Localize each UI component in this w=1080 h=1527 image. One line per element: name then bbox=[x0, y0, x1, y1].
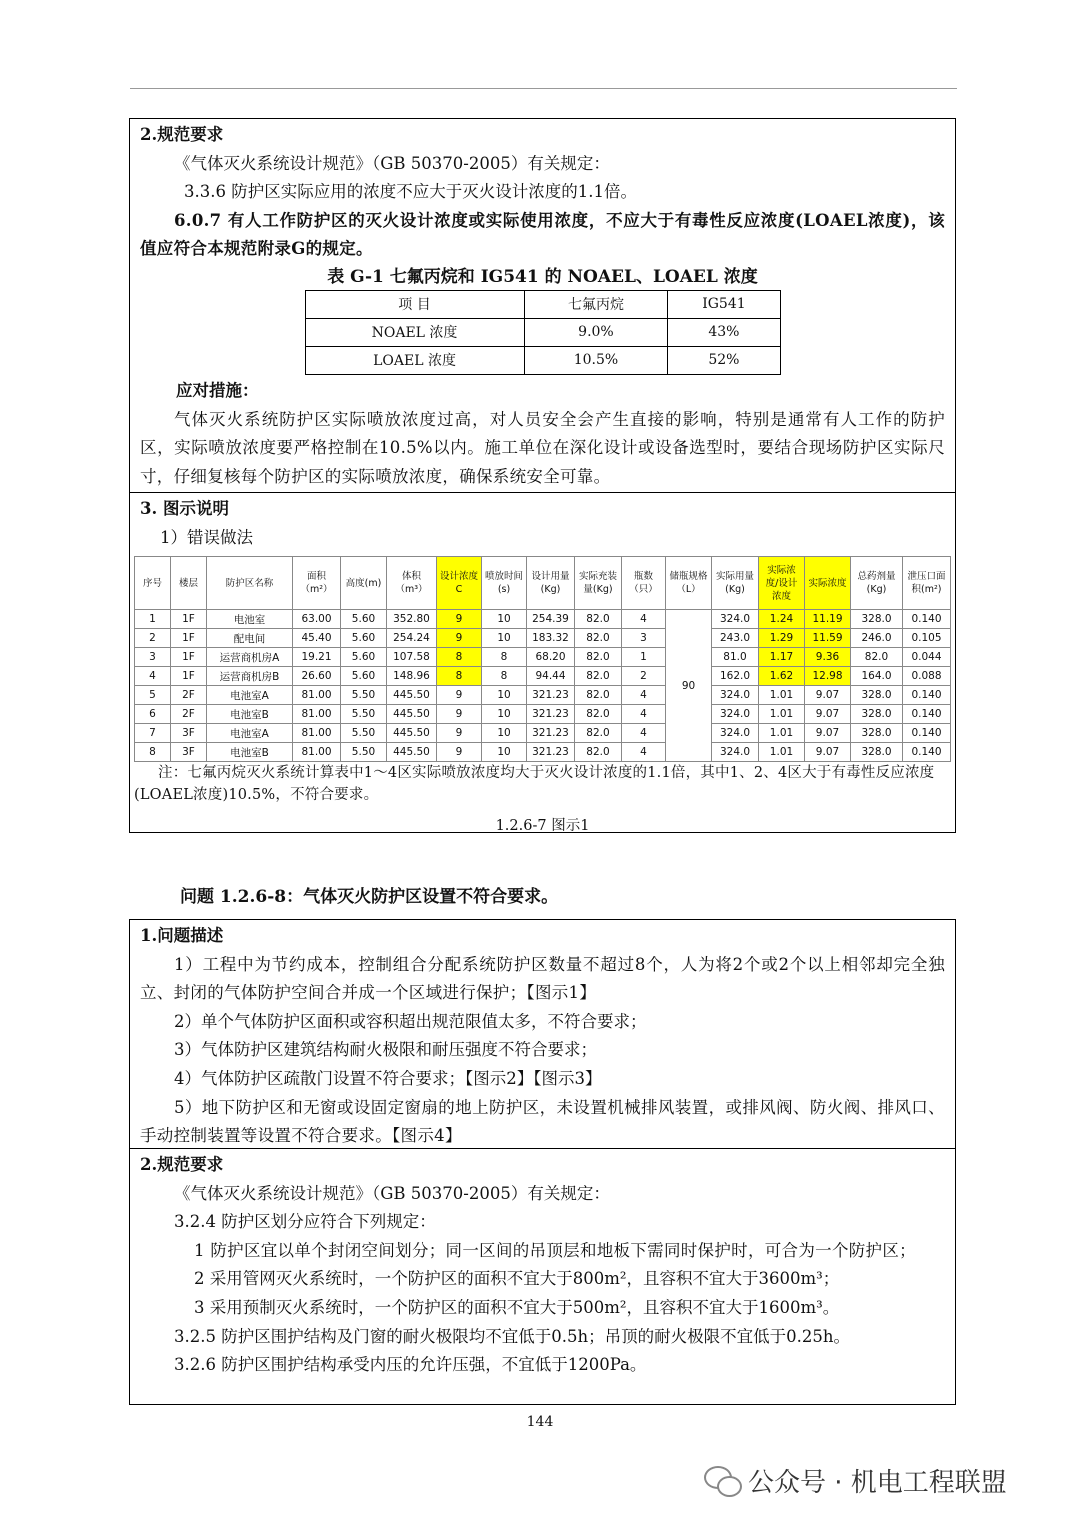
clause-3-2-4: 3.2.4 防护区划分应符合下列规定： bbox=[174, 1212, 436, 1232]
column-header: 实际用量(Kg) bbox=[712, 557, 759, 610]
table-cell: 26.60 bbox=[293, 667, 341, 686]
section-standard-requirements bbox=[130, 1149, 955, 1404]
table-cell: 328.0 bbox=[851, 724, 903, 743]
table-cell: 5.50 bbox=[341, 705, 387, 724]
table-cell: 81.00 bbox=[293, 724, 341, 743]
table-row bbox=[305, 290, 780, 318]
table-cell: 9 bbox=[437, 743, 482, 762]
table-cell: 445.50 bbox=[387, 705, 437, 724]
table-cell: 63.00 bbox=[293, 610, 341, 629]
table-cell: 9.0% bbox=[524, 318, 668, 346]
table-cell: 1.01 bbox=[759, 686, 805, 705]
table-cell: 445.50 bbox=[387, 686, 437, 705]
table-row bbox=[135, 705, 951, 724]
table-cell: 5.50 bbox=[341, 686, 387, 705]
table-cell: 321.23 bbox=[527, 743, 575, 762]
table-cell: 9 bbox=[437, 610, 482, 629]
column-header: 瓶数（只） bbox=[622, 557, 666, 610]
table-cell: 电池室A bbox=[207, 724, 293, 743]
table-cell: 电池室B bbox=[207, 705, 293, 724]
column-header: 实际充装量(Kg) bbox=[575, 557, 622, 610]
table-cell: 445.50 bbox=[387, 743, 437, 762]
table-cell: 0.140 bbox=[903, 724, 951, 743]
column-header: 面积（m²） bbox=[293, 557, 341, 610]
table-cell: 1.17 bbox=[759, 648, 805, 667]
table-row bbox=[135, 610, 951, 629]
table-cell: 9.36 bbox=[805, 648, 851, 667]
table-cell: 45.40 bbox=[293, 629, 341, 648]
table-cell: 164.0 bbox=[851, 667, 903, 686]
table-cell: 5.50 bbox=[341, 743, 387, 762]
table-cell: 81.00 bbox=[293, 743, 341, 762]
table-row bbox=[305, 318, 780, 346]
table-cell: 11.19 bbox=[805, 610, 851, 629]
table-cell: 82.0 bbox=[575, 743, 622, 762]
table-cell: 0.105 bbox=[903, 629, 951, 648]
table-cell: 81.00 bbox=[293, 686, 341, 705]
table-cell: 4 bbox=[135, 667, 171, 686]
table-cell: 10 bbox=[482, 629, 527, 648]
table-cell: 82.0 bbox=[575, 667, 622, 686]
table-cell: 运营商机房B bbox=[207, 667, 293, 686]
table-cell: 9 bbox=[437, 686, 482, 705]
table-cell: 10 bbox=[482, 724, 527, 743]
table-cell: 68.20 bbox=[527, 648, 575, 667]
list-item: 3）气体防护区建筑结构耐火极限和耐压强度不符合要求； bbox=[174, 1040, 597, 1060]
table-cell: 82.0 bbox=[575, 686, 622, 705]
table-cell: 1F bbox=[171, 648, 207, 667]
table-cell: 82.0 bbox=[575, 610, 622, 629]
table-cell: 0.140 bbox=[903, 686, 951, 705]
table-cell: 3 bbox=[622, 629, 666, 648]
table-cell: 1.01 bbox=[759, 724, 805, 743]
subsection-title: 1）错误做法 bbox=[160, 527, 253, 547]
watermark bbox=[704, 1462, 1007, 1499]
table-cell: 324.0 bbox=[712, 705, 759, 724]
table-cell: 12.98 bbox=[805, 667, 851, 686]
issue-heading: 问题 1.2.6-8：气体灭火防护区设置不符合要求。 bbox=[180, 887, 559, 907]
header-rule bbox=[130, 88, 957, 89]
measures-title: 应对措施： bbox=[176, 380, 259, 400]
table-cell: 4 bbox=[622, 610, 666, 629]
table-cell: 328.0 bbox=[851, 610, 903, 629]
table-cell: 324.0 bbox=[712, 724, 759, 743]
table-cell: 8 bbox=[482, 667, 527, 686]
table-cell: 3 bbox=[135, 648, 171, 667]
table-cell: 321.23 bbox=[527, 686, 575, 705]
clause-3-2-5: 3.2.5 防护区围护结构及门窗的耐火极限均不宜低于0.5h；吊顶的耐火极限不宜低于0.25h。 bbox=[174, 1326, 850, 1346]
table-cell: 10 bbox=[482, 610, 527, 629]
table-cell: 9 bbox=[437, 705, 482, 724]
table-cell: 2 bbox=[135, 629, 171, 648]
table-cell: 148.96 bbox=[387, 667, 437, 686]
calc-table bbox=[134, 556, 951, 762]
table-cell: 183.32 bbox=[527, 629, 575, 648]
table-cell: 2 bbox=[622, 667, 666, 686]
section-title: 3. 图示说明 bbox=[140, 499, 229, 518]
table-cell: 321.23 bbox=[527, 724, 575, 743]
standard-intro: 《气体灭火系统设计规范》（GB 50370-2005）有关规定： bbox=[174, 153, 610, 173]
table-cell: 电池室 bbox=[207, 610, 293, 629]
section-standard-requirements bbox=[130, 119, 955, 493]
column-header: 实际浓度 bbox=[805, 557, 851, 610]
table-row bbox=[135, 648, 951, 667]
table-cell: 5.60 bbox=[341, 648, 387, 667]
sub-clause-1: 1 防护区宜以单个封闭空间划分；同一区间的吊顶层和地板下需同时保护时，可合为一个防护区； bbox=[194, 1240, 916, 1260]
table-cell: 352.80 bbox=[387, 610, 437, 629]
figure-caption: 1.2.6-7 图示1 bbox=[495, 818, 590, 835]
table-cell: 1 bbox=[622, 648, 666, 667]
sub-clause-2: 2 采用管网灭火系统时，一个防护区的面积不宜大于800m²，且容积不宜大于3600m³； bbox=[194, 1269, 840, 1289]
table-row bbox=[135, 724, 951, 743]
table-cell: 254.24 bbox=[387, 629, 437, 648]
column-header: 喷放时间(s) bbox=[482, 557, 527, 610]
list-item: 4）气体防护区疏散门设置不符合要求；【图示2】【图示3】 bbox=[174, 1068, 602, 1088]
column-header: 储瓶规格（L） bbox=[666, 557, 712, 610]
table-cell: 324.0 bbox=[712, 743, 759, 762]
table-cell: 配电间 bbox=[207, 629, 293, 648]
clause-3-2-6: 3.2.6 防护区围护结构承受内压的允许压强，不宜低于1200Pa。 bbox=[174, 1355, 647, 1375]
table-cell: 243.0 bbox=[712, 629, 759, 648]
section-title: 2.规范要求 bbox=[140, 125, 224, 144]
table-cell: 52% bbox=[668, 346, 780, 374]
table-cell: IG541 bbox=[668, 290, 780, 318]
table-row bbox=[135, 743, 951, 762]
list-item: 2）单个气体防护区面积或容积超出规范限值太多，不符合要求； bbox=[174, 1011, 647, 1031]
table-cell: 81.0 bbox=[712, 648, 759, 667]
section-title: 2.规范要求 bbox=[140, 1155, 224, 1174]
table-cell: 5.60 bbox=[341, 667, 387, 686]
column-header: 楼层 bbox=[171, 557, 207, 610]
table-cell: 1F bbox=[171, 667, 207, 686]
column-header: 总药剂量(Kg) bbox=[851, 557, 903, 610]
column-header: 体积（m³） bbox=[387, 557, 437, 610]
table-row bbox=[135, 686, 951, 705]
table-cell: 1.01 bbox=[759, 705, 805, 724]
table-cell: 11.59 bbox=[805, 629, 851, 648]
table-cell: 电池室B bbox=[207, 743, 293, 762]
content-box-1 bbox=[129, 118, 956, 833]
table-cell: 4 bbox=[622, 743, 666, 762]
table-cell: 94.44 bbox=[527, 667, 575, 686]
table-cell: 445.50 bbox=[387, 724, 437, 743]
table-note: 注：七氟丙烷灭火系统计算表中1～4区实际喷放浓度均大于灭火设计浓度的1.1倍，其中1、2、4区大于有毒性反应浓度(LOAEL浓度)10.5%，不符合要求。 bbox=[134, 765, 935, 804]
table-cell: 2F bbox=[171, 705, 207, 724]
table-cell: 107.58 bbox=[387, 648, 437, 667]
column-header: 设计浓度C bbox=[437, 557, 482, 610]
table-row bbox=[135, 629, 951, 648]
table-cell: 8 bbox=[437, 648, 482, 667]
table-cell: 9.07 bbox=[805, 743, 851, 762]
table-cell: 6 bbox=[135, 705, 171, 724]
table-cell: 81.00 bbox=[293, 705, 341, 724]
table-cell: 321.23 bbox=[527, 705, 575, 724]
table-cell: 1F bbox=[171, 610, 207, 629]
table-cell: 0.140 bbox=[903, 743, 951, 762]
wechat-icon bbox=[704, 1466, 742, 1496]
table-cell: 82.0 bbox=[575, 629, 622, 648]
table-cell: 10.5% bbox=[524, 346, 668, 374]
list-item: 1）工程中为节约成本，控制组合分配系统防护区数量不超过8个，人为将2个或2个以上相邻却完全独立、封闭的气体防护空间合并成一个区域进行保护；【图示1】 bbox=[140, 954, 945, 1003]
table-cell: 162.0 bbox=[712, 667, 759, 686]
table-cell: 82.0 bbox=[575, 705, 622, 724]
table-cell: 328.0 bbox=[851, 705, 903, 724]
table-cell: 3F bbox=[171, 724, 207, 743]
table-cell: 1.29 bbox=[759, 629, 805, 648]
table-cell: 7 bbox=[135, 724, 171, 743]
table-cell: 5 bbox=[135, 686, 171, 705]
watermark-text: 公众号 · 机电工程联盟 bbox=[748, 1468, 1007, 1498]
table-cell: 10 bbox=[482, 705, 527, 724]
table-cell: 328.0 bbox=[851, 686, 903, 705]
column-header: 序号 bbox=[135, 557, 171, 610]
table-cell: 运营商机房A bbox=[207, 648, 293, 667]
standard-intro: 《气体灭火系统设计规范》（GB 50370-2005）有关规定： bbox=[174, 1183, 610, 1203]
table-cell: 9.07 bbox=[805, 686, 851, 705]
table-cell: 246.0 bbox=[851, 629, 903, 648]
table-cell: 10 bbox=[482, 686, 527, 705]
sub-clause-3: 3 采用预制灭火系统时，一个防护区的面积不宜大于500m²，且容积不宜大于1600m³。 bbox=[194, 1297, 840, 1317]
section-problem-description bbox=[130, 920, 955, 1149]
table-cell: 0.140 bbox=[903, 705, 951, 724]
table-cell: 5.60 bbox=[341, 629, 387, 648]
table-row bbox=[305, 346, 780, 374]
table-cell: 项 目 bbox=[305, 290, 524, 318]
table-cell: 8 bbox=[437, 667, 482, 686]
table-caption: 表 G-1 七氟丙烷和 IG541 的 NOAEL、LOAEL 浓度 bbox=[327, 266, 758, 287]
content-box-2 bbox=[129, 919, 956, 1405]
table-cell: 4 bbox=[622, 686, 666, 705]
table-cell: 0.140 bbox=[903, 610, 951, 629]
table-header-row bbox=[135, 557, 951, 610]
bottle-spec-cell: 90 bbox=[666, 610, 712, 762]
table-cell: 3F bbox=[171, 743, 207, 762]
table-cell: 9 bbox=[437, 724, 482, 743]
table-cell: 43% bbox=[668, 318, 780, 346]
section-illustration bbox=[130, 493, 955, 835]
section-title: 1.问题描述 bbox=[140, 926, 224, 945]
table-cell: 1.24 bbox=[759, 610, 805, 629]
table-cell: 9.07 bbox=[805, 705, 851, 724]
table-cell: 324.0 bbox=[712, 686, 759, 705]
table-cell: 82.0 bbox=[851, 648, 903, 667]
table-cell: 4 bbox=[622, 724, 666, 743]
table-cell: 8 bbox=[135, 743, 171, 762]
table-cell: 4 bbox=[622, 705, 666, 724]
column-header: 设计用量(Kg) bbox=[527, 557, 575, 610]
table-cell: 1F bbox=[171, 629, 207, 648]
calc-table-wrap bbox=[134, 556, 951, 762]
page-number: 144 bbox=[526, 1414, 554, 1430]
table-cell: 电池室A bbox=[207, 686, 293, 705]
table-cell: 8 bbox=[482, 648, 527, 667]
table-cell: 82.0 bbox=[575, 648, 622, 667]
table-cell: 七氟丙烷 bbox=[524, 290, 668, 318]
table-cell: 5.50 bbox=[341, 724, 387, 743]
table-cell: 1.62 bbox=[759, 667, 805, 686]
clause-3-3-6: 3.3.6 防护区实际应用的浓度不应大于灭火设计浓度的1.1倍。 bbox=[184, 182, 637, 202]
clause-6-0-7: 6.0.7 有人工作防护区的灭火设计浓度或实际使用浓度，不应大于有毒性反应浓度(LOAEL浓度)，该值应符合本规范附录G的规定。 bbox=[140, 210, 945, 259]
table-cell: 254.39 bbox=[527, 610, 575, 629]
table-cell: 19.21 bbox=[293, 648, 341, 667]
column-header: 防护区名称 bbox=[207, 557, 293, 610]
table-cell: 5.60 bbox=[341, 610, 387, 629]
table-cell: 9.07 bbox=[805, 724, 851, 743]
table-cell: 324.0 bbox=[712, 610, 759, 629]
table-cell: 9 bbox=[437, 629, 482, 648]
table-cell: 1 bbox=[135, 610, 171, 629]
table-cell: 82.0 bbox=[575, 724, 622, 743]
list-item: 5）地下防护区和无窗或设固定窗扇的地上防护区，未设置机械排风装置，或排风阀、防火阀、排风口、手动控制装置等设置不符合要求。【图示4】 bbox=[140, 1097, 945, 1146]
table-cell: 10 bbox=[482, 743, 527, 762]
table-cell: LOAEL 浓度 bbox=[305, 346, 524, 374]
column-header: 泄压口面积(m²) bbox=[903, 557, 951, 610]
table-cell: 328.0 bbox=[851, 743, 903, 762]
table-cell: 2F bbox=[171, 686, 207, 705]
column-header: 高度(m) bbox=[341, 557, 387, 610]
table-cell: 0.044 bbox=[903, 648, 951, 667]
table-cell: 1.01 bbox=[759, 743, 805, 762]
table-cell: 0.088 bbox=[903, 667, 951, 686]
table-g1 bbox=[305, 290, 781, 375]
table-cell: NOAEL 浓度 bbox=[305, 318, 524, 346]
table-row bbox=[135, 667, 951, 686]
column-header: 实际浓度/设计浓度 bbox=[759, 557, 805, 610]
measures-text: 气体灭火系统防护区实际喷放浓度过高，对人员安全会产生直接的影响，特别是通常有人工作的防护区，实际喷放浓度要严格控制在10.5%以内。施工单位在深化设计或设备选型时，要结合现场防护区实际尺寸，仔细复核每个防护区的实际喷放浓度，确保系统安全可靠。 bbox=[140, 409, 945, 486]
